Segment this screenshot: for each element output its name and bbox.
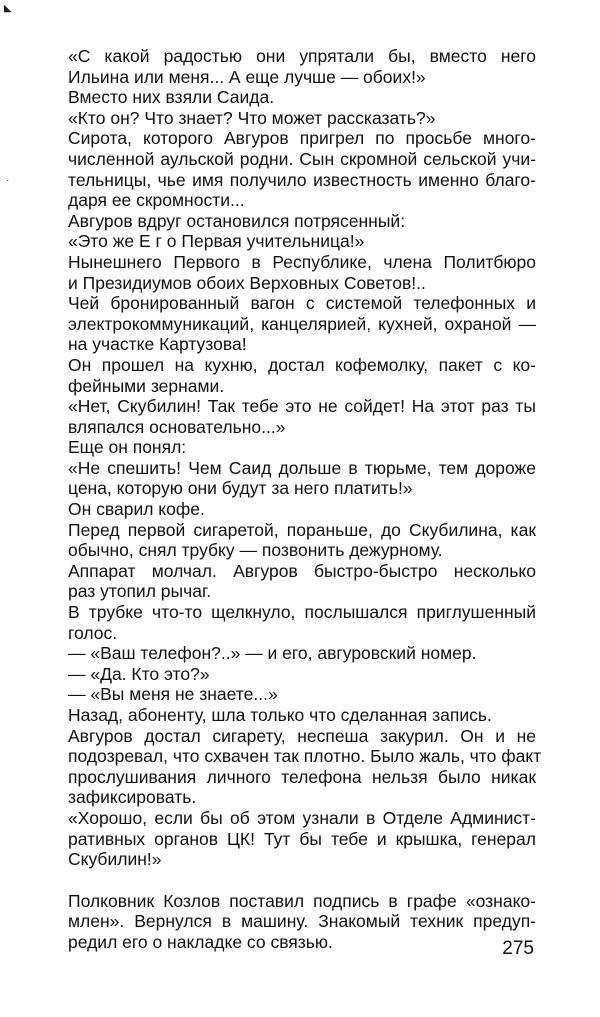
text-line: Он сварил кофе. [68,499,205,520]
text-line: «Хорошо, если бы об этом узнали в Отделе Админист- [68,807,536,828]
page-number: 275 [502,938,534,959]
text-line: — «Да. Кто это?» [68,663,210,684]
text-line: Ильина или меня... А еще лучше — обоих!» [68,66,426,87]
text-line: Нынешнего Первого в Республике, члена Политбюро [68,251,536,272]
text-line: Авгуров вдруг остановился потрясенный: [68,210,406,231]
text-line: на участке Картузова! [68,334,247,355]
text-line: подозревал, что схвачен так плотно. Было жаль, что факт [68,746,542,767]
text-line: Перед первой сигаретой, пораньше, до Скубилина, как [68,519,536,540]
text-line: Полковник Козлов поставил подпись в графе «ознако- [68,890,536,911]
text-line: Он прошел на кухню, достал кофемолку, пакет с ко- [68,354,536,375]
text-line: Аппарат молчал. Авгуров быстро-быстро несколько [68,560,536,581]
text-line: «С какой радостью они упрятали бы, вместо него [68,46,536,66]
text-line: Сирота, которого Авгуров пригрел по просьбе много- [68,128,536,149]
text-line: голос. [68,622,118,643]
text-line: численной аульской родни. Сын скромной сельской учи- [68,148,536,169]
text-line: прослушивания личного телефона нельзя было никак [68,766,536,787]
text-line: обычно, снял трубку — позвонить дежурному. [68,540,443,561]
text-line: — «Вы меня не знаете...» [68,684,278,705]
text-line: «Это же Е г о Первая учительница!» [68,231,365,252]
text-line: «Кто он? Что знает? Что может рассказать?» [68,107,436,128]
text-line: — «Ваш телефон?..» — и его, авгуровский номер. [68,643,477,664]
text-line: раз утопил рычаг. [68,581,212,602]
text-line: ративных органов ЦК! Тут бы тебе и крышка, генерал [68,828,536,849]
text-line: В трубке что-то щелкнуло, послышался приглушенный [68,602,536,623]
text-line: даря ее скромности... [68,190,245,211]
text-line: Назад, абоненту, шла только что сделанная запись. [68,705,492,725]
text-line: Авгуров достал сигарету, неспеша закурил. Он и не [68,725,536,746]
text-line: «Нет, Скубилин! Так тебе это не сойдет! На этот раз ты [68,396,536,417]
text-line: Еще он понял: [68,437,187,458]
text-line: тельницы, чье имя получило известность именно благо- [68,169,536,190]
text-line: зафиксировать. [68,787,197,808]
page-body [68,46,542,953]
text-line: «Не спешить! Чем Саид дольше в тюрьме, тем дороже [68,457,536,478]
scan-mark: ◣ [4,3,12,14]
text-line: вляпался основательно...» [68,416,286,437]
paragraph-gap [68,870,536,891]
scan-dot: · [6,175,10,186]
text-line: редил его о накладке со связью. [68,931,333,952]
text-line: фейными зернами. [68,375,225,396]
text-line: Вместо них взяли Саида. [68,87,275,108]
text-line: млен». Вернулся в машину. Знакомый техник предуп- [68,911,536,932]
text-line: Скубилин!» [68,849,162,870]
text-line: Чей бронированный вагон с системой телефонных и [68,293,536,314]
text-line: электрокоммуникаций, канцелярией, кухней, охраной — [68,313,536,334]
text-line: и Президиумов обоих Верховных Советов!.. [68,272,426,293]
text-line: цена, которую они будут за него платить!» [68,478,413,499]
